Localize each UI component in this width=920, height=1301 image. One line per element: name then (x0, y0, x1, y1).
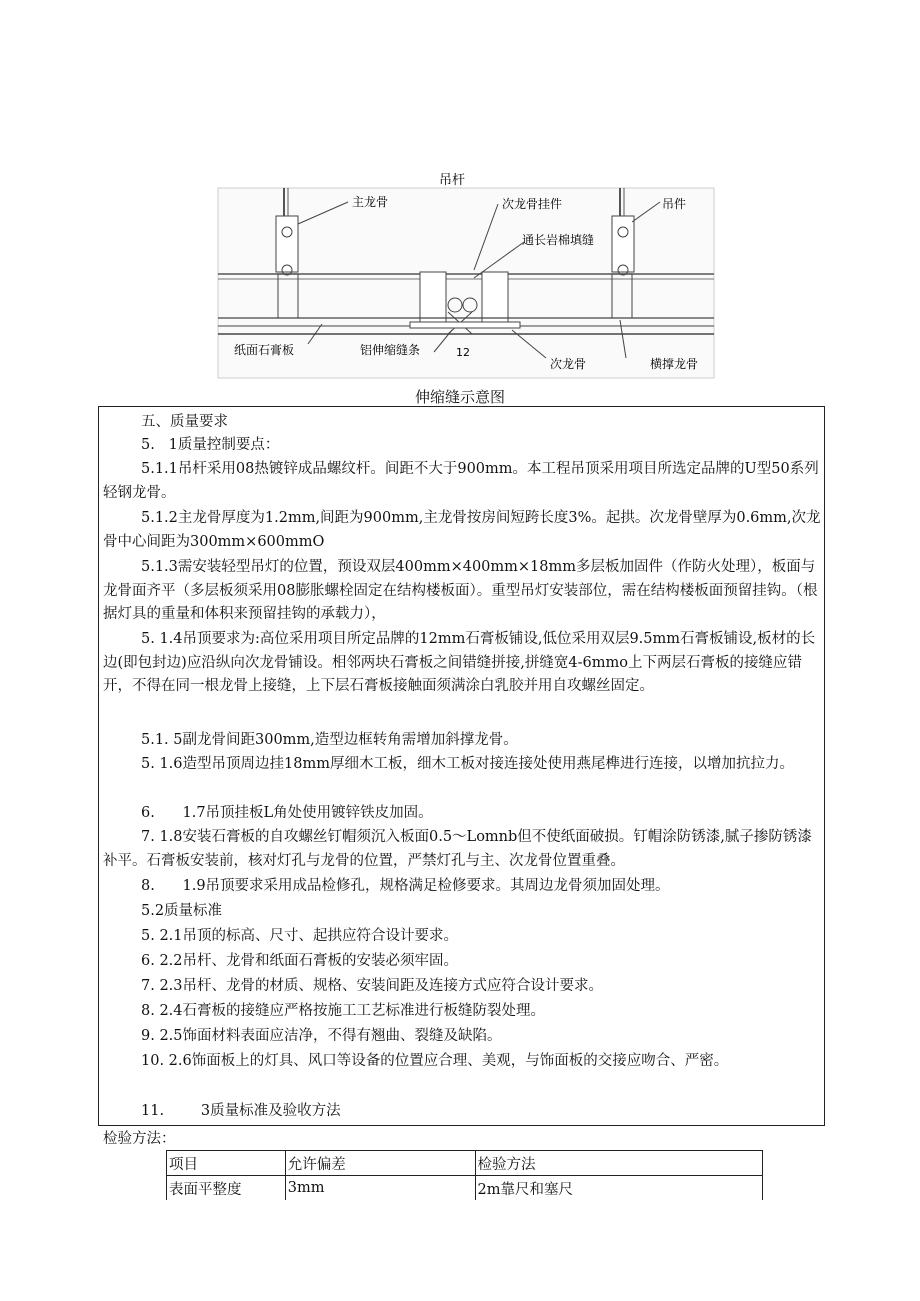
cell-method: 2m靠尺和塞尺 (475, 1176, 763, 1201)
label-sub-keel: 次龙骨 (550, 357, 587, 371)
paragraph-13: 6. 2.2吊杆、龙骨和纸面石膏板的安装必须牢固。 (141, 953, 459, 969)
paragraph-5: 5. 1.4吊顶要求为:高位采用项目所定品牌的12mm石膏板铺设,低位采用双层9.5mm石膏板铺设,板材的长边(即包封边)应沿纵向次龙骨铺设。相邻两块石膏板之间错缝拼接,拼缝宽4-6mmo上下两层石膏板的接缝应错开，不得在同一根龙骨上接缝，上下层石膏板接触面须满涂白乳胶并用自攻螺丝固定。 (103, 631, 816, 694)
quality-requirements-box (98, 406, 825, 1126)
label-hanger-rod: 吊杆 (438, 173, 466, 188)
paragraph-3: 5.1.2主龙骨厚度为1.2mm,间距为900mm,主龙骨按房间短跨长度3%。起拱。次龙骨壁厚为0.6mm,次龙骨中心间距为300mm×600mmO (103, 510, 821, 550)
paragraph-8: 6. 1.7吊顶挂板L角处使用镀锌铁皮加固。 (141, 805, 433, 821)
section-heading: 五、质量要求 (141, 414, 228, 430)
header-method: 检验方法 (475, 1151, 763, 1176)
label-rock-wool: 通长岩棉填缝 (522, 233, 595, 247)
paragraph-14: 7. 2.3吊杆、龙骨的材质、规格、安装间距及连接方式应符合设计要求。 (141, 978, 604, 994)
label-aluminum-strip: 铝伸缩缝条 (360, 343, 421, 357)
paragraph-11: 5.2质量标准 (141, 903, 223, 919)
label-gypsum-board: 纸面石膏板 (234, 343, 295, 357)
label-sub-keel-hanger: 次龙骨挂件 (502, 197, 563, 211)
cell-tolerance: 3mm (285, 1176, 475, 1201)
paragraph-9: 7. 1.8安装石膏板的自攻螺丝钉帽须沉入板面0.5～Lomnb但不使纸面破损。钉帽涂防锈漆,腻子掺防锈漆补平。石膏板安装前，核对灯孔与龙骨的位置，严禁灯孔与主、次龙骨位置重叠。 (103, 829, 812, 869)
diagram-svg (212, 162, 720, 382)
paragraph-6: 5.1. 5副龙骨间距300mm,造型边框转角需增加斜撑龙骨。 (141, 732, 518, 748)
cell-item: 表面平整度 (167, 1176, 286, 1201)
table-header-row (167, 1151, 763, 1176)
paragraph-12: 5. 2.1吊顶的标高、尺寸、起拱应符合设计要求。 (141, 928, 459, 944)
header-tolerance: 允许偏差 (285, 1151, 475, 1176)
diagram-caption: 伸缩缝示意图 (414, 388, 505, 406)
paragraph-15: 8. 2.4石膏板的接缝应严格按施工工艺标准进行板缝防裂处理。 (141, 1003, 546, 1019)
label-hanger: 吊件 (662, 197, 687, 211)
paragraph-4: 5.1.3需安装轻型吊灯的位置，预设双层400mm×400mm×18mm多层板加固件（作防火处理），板面与龙骨面齐平（多层板须采用08膨胀螺栓固定在结构楼板面）。重型吊灯安装部位，需在结构楼板面预留挂钩。（根据灯具的重量和体积来预留挂钩的承载力）， (103, 559, 818, 622)
paragraph-16: 9. 2.5饰面材料表面应洁净，不得有翘曲、裂缝及缺陷。 (141, 1028, 502, 1044)
paragraph-10: 8. 1.9吊顶要求采用成品检修孔，规格满足检修要求。其周边龙骨须加固处理。 (141, 878, 670, 894)
paragraph-1: 5. 1质量控制要点： (141, 437, 280, 453)
table-row (167, 1176, 763, 1201)
label-dimension: 12 (456, 346, 470, 359)
paragraph-2: 5.1.1吊杆采用08热镀锌成品螺纹杆。间距不大于900mm。本工程吊顶采用项目所选定品牌的U型50系列轻钢龙骨。 (103, 461, 819, 501)
paragraph-18: 11. 3质量标准及验收方法 (141, 1103, 341, 1119)
header-item: 项目 (167, 1151, 286, 1176)
inspection-table (166, 1150, 763, 1200)
inspection-label: 检验方法： (103, 1131, 176, 1147)
paragraph-17: 10. 2.6饰面板上的灯具、风口等设备的位置应合理、美观，与饰面板的交接应吻合、严密。 (141, 1053, 729, 1069)
label-main-keel: 主龙骨 (352, 195, 389, 209)
expansion-joint-diagram (212, 162, 720, 382)
label-cross-keel: 横撑龙骨 (650, 357, 699, 371)
paragraph-7: 5. 1.6造型吊顶周边挂18mm厚细木工板，细木工板对接连接处使用燕尾榫进行连接，以增加抗拉力。 (141, 756, 794, 772)
